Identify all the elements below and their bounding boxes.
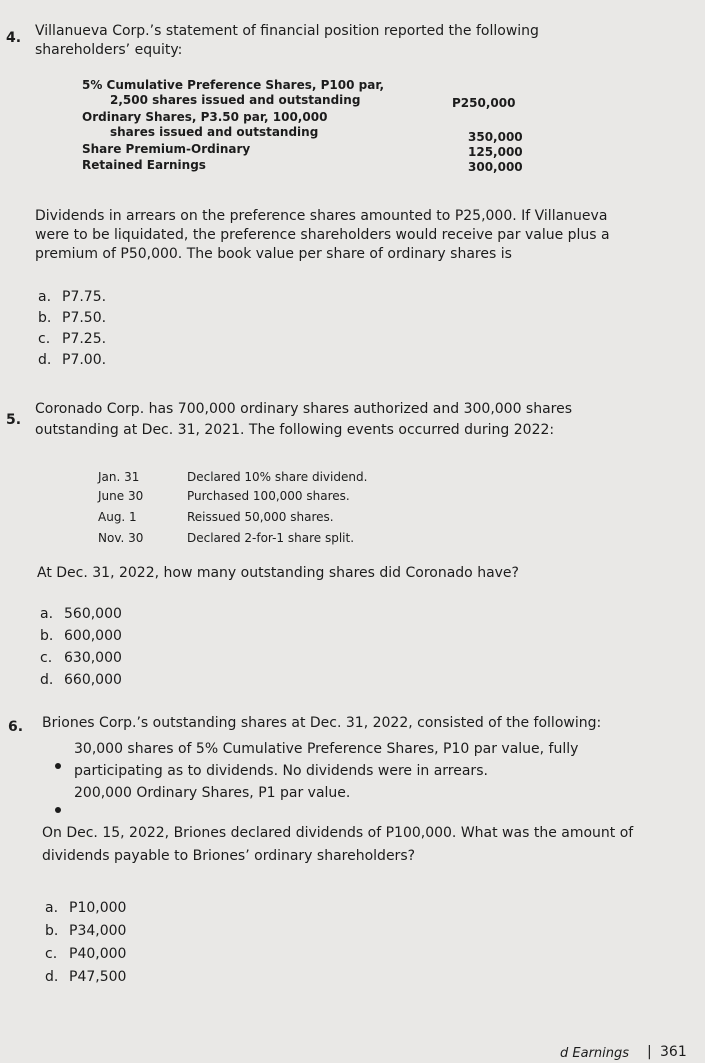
q4-option-a[interactable] <box>38 288 106 307</box>
q4-option-d[interactable] <box>38 351 106 370</box>
q4-number: 4. <box>6 30 22 46</box>
event-desc: Purchased 100,000 shares. <box>187 489 350 503</box>
page-number: 361 <box>660 1044 687 1060</box>
option-letter: b. <box>40 628 54 644</box>
option-text: P47,500 <box>69 969 127 985</box>
pref-shares-line-2: 2,500 shares issued and outstanding <box>110 93 361 107</box>
option-text: P7.25. <box>62 331 107 347</box>
option-letter: c. <box>45 946 58 962</box>
share-premium-label: Share Premium-Ordinary <box>82 142 251 156</box>
option-letter: a. <box>45 900 59 916</box>
option-text: 560,000 <box>64 606 122 622</box>
q6-option-d[interactable] <box>45 968 126 987</box>
event-desc: Reissued 50,000 shares. <box>187 510 334 524</box>
q5-number: 5. <box>6 412 22 428</box>
option-letter: c. <box>38 331 51 347</box>
option-text: P34,000 <box>69 923 127 939</box>
option-text: 660,000 <box>64 672 122 688</box>
bullet-icon <box>55 754 61 773</box>
ord-shares-line-1: Ordinary Shares, P3.50 par, 100,000 <box>82 110 328 124</box>
q5-stem-line-1: Coronado Corp. has 700,000 ordinary shares authorized and 300,000 shares <box>35 401 573 417</box>
q6-stem: Briones Corp.’s outstanding shares at Dec. 31, 2022, consisted of the following: <box>42 715 602 731</box>
event-date: Aug. 1 <box>98 510 137 524</box>
q4-option-b[interactable] <box>38 309 106 328</box>
event-date: Nov. 30 <box>98 531 144 545</box>
event-date: June 30 <box>98 489 144 503</box>
footer-separator: | <box>647 1044 652 1060</box>
option-letter: c. <box>40 650 53 666</box>
pref-shares-line-1: 5% Cumulative Preference Shares, P100 par, <box>82 78 385 92</box>
q6-option-a[interactable] <box>45 899 126 918</box>
q4-option-c[interactable] <box>38 330 106 349</box>
q5-question: At Dec. 31, 2022, how many outstanding shares did Coronado have? <box>37 565 519 581</box>
q6-question-line-1: On Dec. 15, 2022, Briones declared dividends of P100,000. What was the amount of <box>42 825 634 841</box>
option-text: 600,000 <box>64 628 122 644</box>
event-desc: Declared 2-for-1 share split. <box>187 531 355 545</box>
q5-option-d[interactable] <box>40 671 122 690</box>
q6-bullet-2: 200,000 Ordinary Shares, P1 par value. <box>74 785 351 801</box>
retained-earnings-value: 300,000 <box>468 160 523 174</box>
pref-shares-value: P250,000 <box>452 96 516 110</box>
bullet-icon <box>55 798 61 817</box>
q4-follow-line-2: were to be liquidated, the preference shareholders would receive par value plus a <box>35 227 610 243</box>
q4-stem-line-2: shareholders’ equity: <box>35 42 183 58</box>
footer-section-title: d Earnings <box>560 1046 630 1061</box>
share-premium-value: 125,000 <box>468 145 523 159</box>
q4-follow-line-1: Dividends in arrears on the preference shares amounted to P25,000. If Villanueva <box>35 208 608 224</box>
option-text: 630,000 <box>64 650 122 666</box>
option-letter: b. <box>45 923 59 939</box>
q6-question-line-2: dividends payable to Briones’ ordinary shareholders? <box>42 848 416 864</box>
q6-option-c[interactable] <box>45 945 126 964</box>
q4-stem-line-1: Villanueva Corp.’s statement of financial position reported the following <box>35 23 539 39</box>
q6-bullet-1-line-1: 30,000 shares of 5% Cumulative Preference Shares, P10 par value, fully <box>74 741 579 757</box>
q5-option-b[interactable] <box>40 627 122 646</box>
option-text: P7.75. <box>62 289 107 305</box>
event-desc: Declared 10% share dividend. <box>187 470 368 484</box>
q4-follow-line-3: premium of P50,000. The book value per share of ordinary shares is <box>35 246 512 262</box>
q5-stem-line-2: outstanding at Dec. 31, 2021. The following events occurred during 2022: <box>35 422 555 438</box>
ord-shares-value: 350,000 <box>468 130 523 144</box>
q5-option-c[interactable] <box>40 649 122 668</box>
retained-earnings-label: Retained Earnings <box>82 158 206 172</box>
option-letter: d. <box>45 969 59 985</box>
option-letter: a. <box>38 289 52 305</box>
q5-option-a[interactable] <box>40 605 122 624</box>
q6-number: 6. <box>8 719 24 735</box>
option-text: P40,000 <box>69 946 127 962</box>
event-date: Jan. 31 <box>98 470 140 484</box>
option-letter: a. <box>40 606 54 622</box>
option-letter: d. <box>38 352 52 368</box>
q6-bullet-1-line-2: participating as to dividends. No dividends were in arrears. <box>74 763 488 779</box>
ord-shares-line-2: shares issued and outstanding <box>110 125 319 139</box>
option-letter: b. <box>38 310 52 326</box>
option-text: P7.00. <box>62 352 107 368</box>
option-text: P7.50. <box>62 310 107 326</box>
option-letter: d. <box>40 672 54 688</box>
q6-option-b[interactable] <box>45 922 126 941</box>
option-text: P10,000 <box>69 900 127 916</box>
